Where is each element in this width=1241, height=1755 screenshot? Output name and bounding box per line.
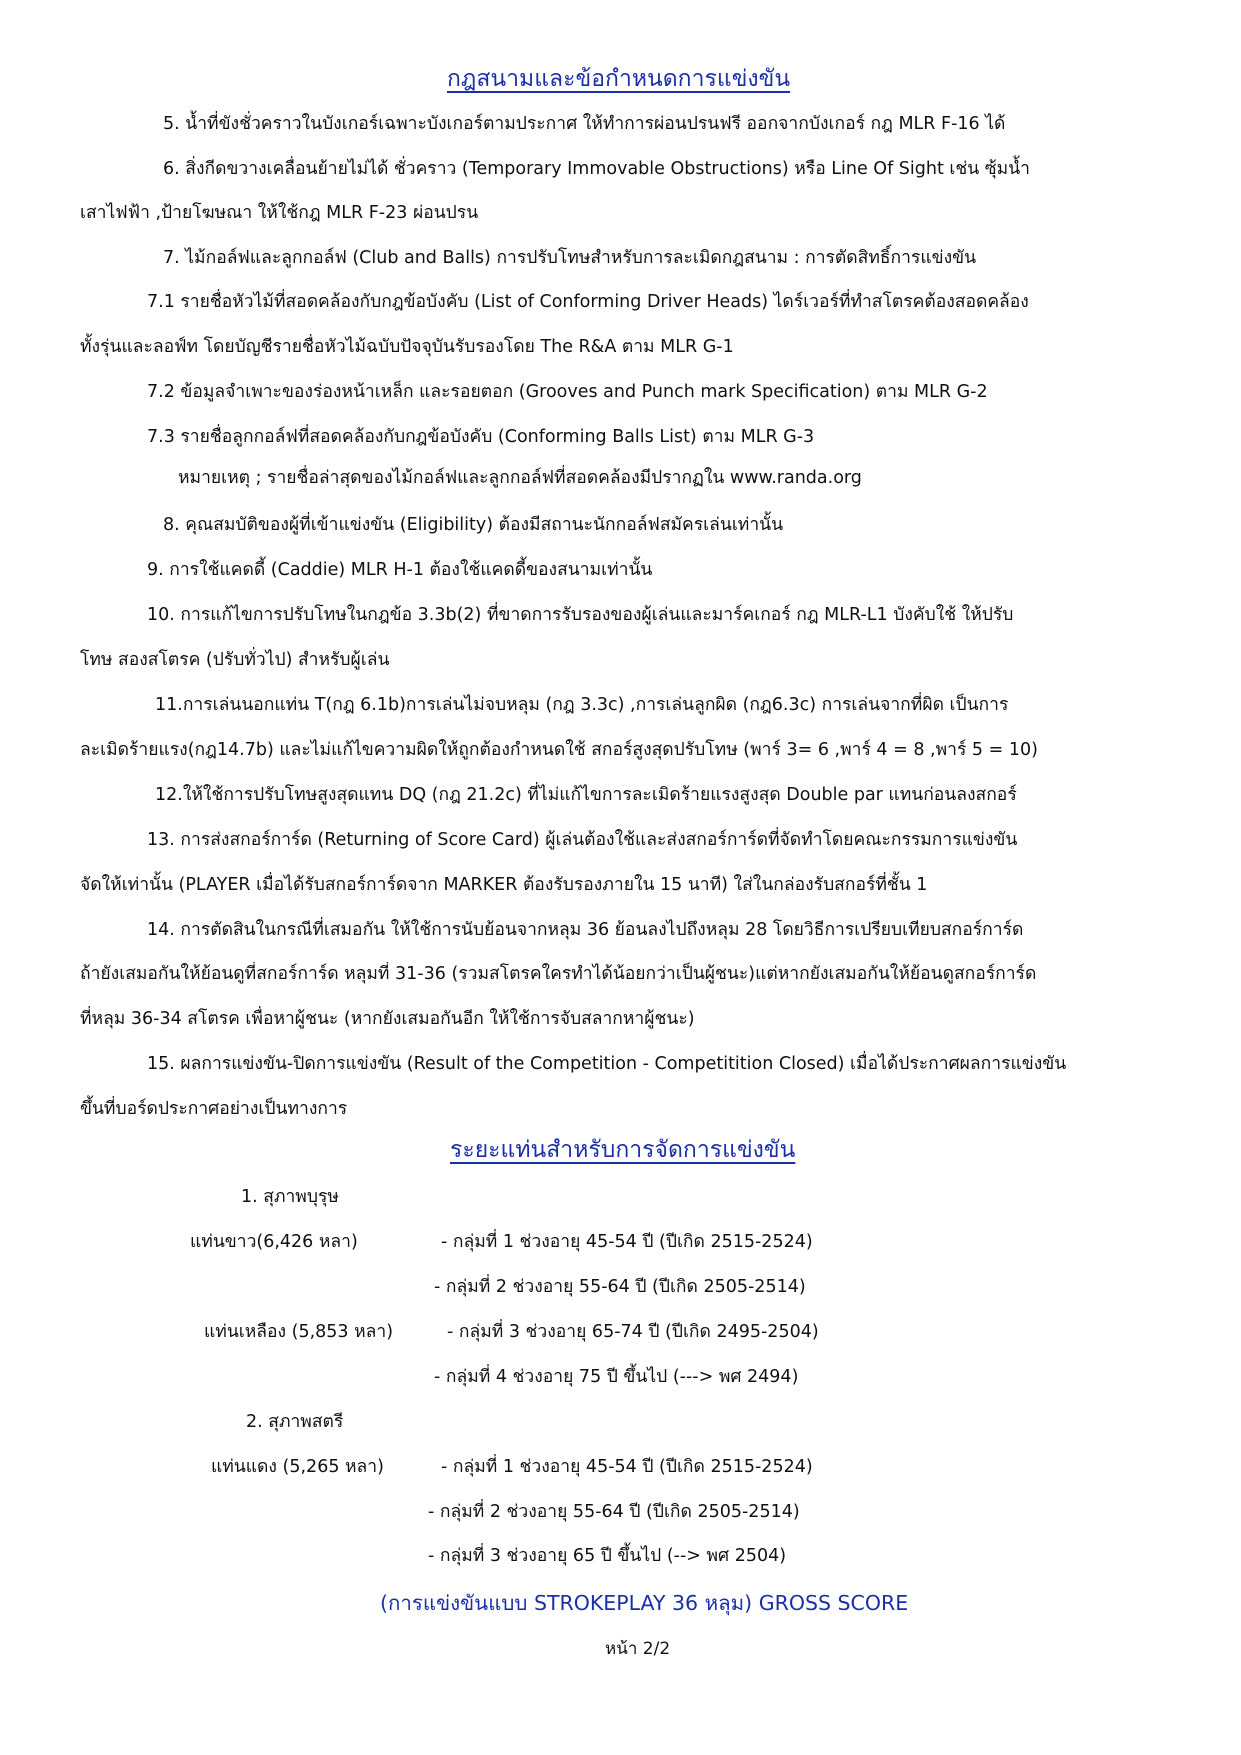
women-title: 2. สุภาพสตรี: [246, 1412, 344, 1432]
rule-10-line-2: โทษ สองสโตรค (ปรับทั่วไป) สำหรับผู้เล่น: [80, 650, 390, 670]
rule-14-line-1: 14. การตัดสินในกรณีที่เสมอกัน ให้ใช้การนับย้อนจากหลุม 36 ย้อนลงไปถึงหลุม 28 โดยวิธีการเปรียบเทียบสกอร์การ์ด: [147, 920, 1024, 940]
rule-7: 7. ไม้กอล์ฟและลูกกอล์ฟ (Club and Balls) การปรับโทษสำหรับการละเมิดกฎสนาม : การตัดสิทธิ์การแข่งขัน: [163, 248, 977, 268]
rule-5: 5. น้ำที่ขังชั่วคราวในบังเกอร์เฉพาะบังเกอร์ตามประกาศ ให้ทำการผ่อนปรนฟรี ออกจากบังเกอร์ กฎ MLR F-16 ได้: [163, 114, 1006, 134]
rule-13-line-2: จัดให้เท่านั้น (PLAYER เมื่อได้รับสกอร์การ์ดจาก MARKER ต้องรับรองภายใน 15 นาที) ใส่ในกล่องรับสกอร์ที่ชั้น 1: [80, 875, 928, 895]
rule-12: 12.ให้ใช้การปรับโทษสูงสุดแทน DQ (กฎ 21.2c) ที่ไม่แก้ไขการละเมิดร้ายแรงสูงสุด Double par แทนก่อนลงสกอร์: [155, 785, 1017, 805]
rule-7-2: 7.2 ข้อมูลจำเพาะของร่องหน้าเหล็ก และรอยตอก (Grooves and Punch mark Specification) ตาม MLR G-2: [147, 382, 988, 402]
rule-14-line-2: ถ้ายังเสมอกันให้ย้อนดูที่สกอร์การ์ด หลุมที่ 31-36 (รวมสโตรคใครทำได้น้อยกว่าเป็นผู้ชนะ)แต่หากยังเสมอกันให้ย้อนดูสกอร์การ์ด: [80, 964, 1037, 984]
rule-11-line-1: 11.การเล่นนอกแท่น T(กฎ 6.1b)การเล่นไม่จบหลุม (กฎ 3.3c) ,การเล่นลูกผิด (กฎ6.3c) การเล่นจากที่ผิด เป็นการ: [155, 695, 1009, 715]
rule-11-line-2: ละเมิดร้ายแรง(กฎ14.7b) และไม่แก้ไขความผิดให้ถูกต้องกำหนดใช้ สกอร์สูงสุดปรับโทษ (พาร์ 3= 6 ,พาร์ 4 = 8 ,พาร์ 5 = 10): [80, 740, 1038, 760]
men-group-4: - กลุ่มที่ 4 ช่วงอายุ 75 ปี ขึ้นไป (---> พศ 2494): [434, 1367, 799, 1387]
white-tee-label: แท่นขาว(6,426 หลา): [190, 1232, 358, 1252]
rule-15-line-1: 15. ผลการแข่งขัน-ปิดการแข่งขัน (Result of the Competition - Competitition Closed) เมื่อได้ประกาศผลการแข่งขัน: [147, 1054, 1067, 1074]
rule-7-1-line-2: ทั้งรุ่นและลอฟ์ท โดยบัญชีรายชื่อหัวไม้ฉบับปัจจุบันรับรองโดย The R&A ตาม MLR G-1: [80, 337, 734, 357]
rule-13-line-1: 13. การส่งสกอร์การ์ด (Returning of Score Card) ผู้เล่นต้องใช้และส่งสกอร์การ์ดที่จัดทำโดยคณะกรรมการแข่งขัน: [147, 830, 1018, 850]
men-group-1: - กลุ่มที่ 1 ช่วงอายุ 45-54 ปี (ปีเกิด 2515-2524): [441, 1232, 813, 1252]
rules-heading: กฎสนามและข้อกำหนดการแข่งขัน: [447, 66, 791, 92]
rule-6-line-2: เสาไฟฟ้า ,ป้ายโฆษณา ให้ใช้กฎ MLR F-23 ผ่อนปรน: [80, 203, 479, 223]
rule-15-line-2: ขึ้นที่บอร์ดประกาศอย่างเป็นทางการ: [80, 1099, 348, 1119]
rule-note: หมายเหตุ ; รายชื่อล่าสุดของไม้กอล์ฟและลูกกอล์ฟที่สอดคล้องมีปรากฏใน www.randa.org: [178, 468, 862, 488]
women-group-1: - กลุ่มที่ 1 ช่วงอายุ 45-54 ปี (ปีเกิด 2515-2524): [441, 1457, 813, 1477]
rule-14-line-3: ที่หลุม 36-34 สโตรค เพื่อหาผู้ชนะ (หากยังเสมอกันอีก ให้ใช้การจับสลากหาผู้ชนะ): [80, 1009, 695, 1029]
men-group-3: - กลุ่มที่ 3 ช่วงอายุ 65-74 ปี (ปีเกิด 2495-2504): [447, 1322, 819, 1342]
yellow-tee-label: แท่นเหลือง (5,853 หลา): [204, 1322, 394, 1342]
red-tee-label: แท่นแดง (5,265 หลา): [211, 1457, 384, 1477]
competition-format: (การแข่งขันแบบ STROKEPLAY 36 หลุม) GROSS SCORE: [380, 1591, 909, 1615]
rule-9: 9. การใช้แคดดี้ (Caddie) MLR H-1 ต้องใช้แคดดี้ของสนามเท่านั้น: [147, 560, 653, 580]
rule-10-line-1: 10. การแก้ไขการปรับโทษในกฎข้อ 3.3b(2) ที่ขาดการรับรองของผู้เล่นและมาร์คเกอร์ กฎ MLR-L1 บังคับใช้ ให้ปรับ: [147, 605, 1014, 625]
women-group-3: - กลุ่มที่ 3 ช่วงอายุ 65 ปี ขึ้นไป (--> พศ 2504): [428, 1546, 787, 1566]
men-title: 1. สุภาพบุรุษ: [241, 1187, 339, 1207]
rule-8: 8. คุณสมบัติของผู้ที่เข้าแข่งขัน (Eligibility) ต้องมีสถานะนักกอล์ฟสมัครเล่นเท่านั้น: [163, 515, 784, 535]
rule-7-3: 7.3 รายชื่อลูกกอล์ฟที่สอดคล้องกับกฎข้อบังคับ (Conforming Balls List) ตาม MLR G-3: [147, 427, 815, 447]
women-group-2: - กลุ่มที่ 2 ช่วงอายุ 55-64 ปี (ปีเกิด 2505-2514): [428, 1502, 800, 1522]
men-group-2: - กลุ่มที่ 2 ช่วงอายุ 55-64 ปี (ปีเกิด 2505-2514): [434, 1277, 806, 1297]
tees-heading: ระยะแท่นสำหรับการจัดการแข่งขัน: [450, 1137, 796, 1163]
rule-6-line-1: 6. สิ่งกีดขวางเคลื่อนย้ายไม่ได้ ชั่วคราว (Temporary Immovable Obstructions) หรือ Line Of Sight เช่น ซุ้มน้ำ: [163, 159, 1030, 179]
page-number: หน้า 2/2: [605, 1639, 671, 1659]
rule-7-1-line-1: 7.1 รายชื่อหัวไม้ที่สอดคล้องกับกฎข้อบังคับ (List of Conforming Driver Heads) ไดร์เวอร์ที่ทำสโตรคต้องสอดคล้อง: [147, 292, 1029, 312]
